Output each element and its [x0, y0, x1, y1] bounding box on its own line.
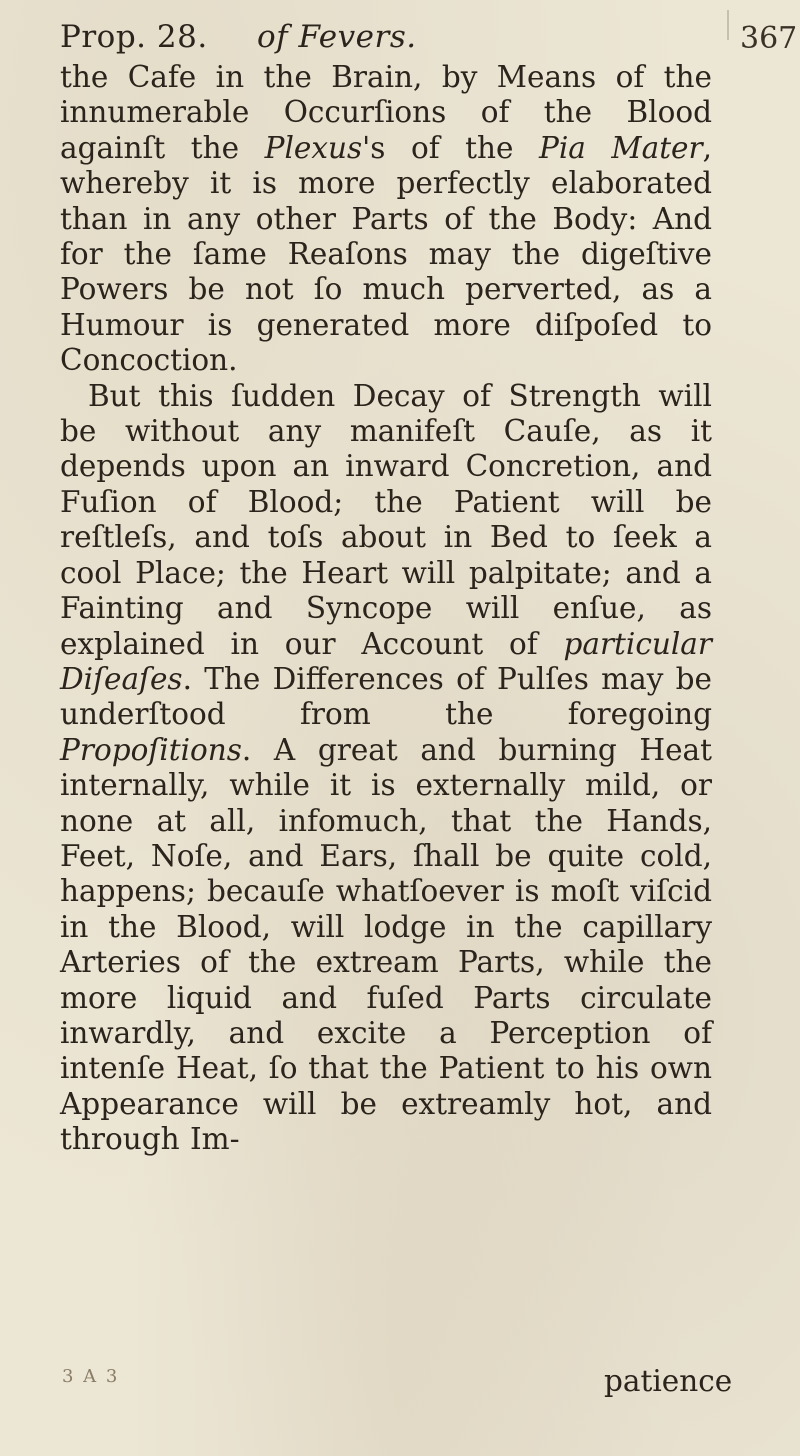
text-segment: the Cafe in the Brain, by Means of the innumerable Occurſions of the Blood againſt the — [60, 60, 712, 165]
italic-text-segment: Plexus — [264, 130, 363, 165]
italic-text-segment: Pia Mater — [539, 130, 703, 165]
running-header — [60, 14, 700, 60]
paragraph-2 — [60, 379, 712, 1158]
text-segment: 's of the — [362, 130, 539, 165]
paragraph-1 — [60, 60, 712, 379]
text-segment: But this ſudden Decay of Strength will be without any manifeſt Cauſe, as it depends upon an inward Concretion, and Fuſion of Blood; the Patient will be reſtleſs, and toſs about in Bed to ſeek a cool Place; the Heart will palpitate; and a Fainting and Syncope will enſue, as explained in our Account of — [60, 378, 712, 661]
text-segment: . A great and burning Heat internally, while it is externally mild, or none at all, infomuch, that the Hands, Feet, Noſe, and Ears, ſhall be quite cold, happens; becauſe whatſoever is moſt viſcid in the Blood, will lodge in the capillary Arteries of the extream Parts, while the more liquid and fuſed Parts circulate inwardly, and excite a Perception of intenſe Heat, ſo that the Patient to his own Appearance will be extreamly hot, and through Im- — [60, 732, 712, 1157]
italic-text-segment: Propoſitions — [60, 732, 242, 767]
proposition-label: Prop. 28. — [60, 19, 208, 55]
page-number: 367 — [740, 21, 798, 56]
page-edge-mark — [727, 10, 741, 40]
signature-mark: 3 A 3 — [62, 1366, 120, 1387]
italic-text-segment: particular Diſeaſes — [60, 626, 712, 696]
running-title: of Fevers. — [256, 19, 417, 55]
catchword: patience — [604, 1364, 733, 1398]
text-segment: , whereby it is more perfectly elaborated than in any other Parts of the Body: And for the ſame Reaſons may the digeſtive Powers be not ſo much perverted, as a Humour is generated more diſpoſed to Concoction. — [60, 130, 712, 378]
body-text — [60, 60, 712, 1158]
text-segment: . The Differences of Pulſes may be underſtood from the foregoing — [60, 661, 712, 732]
